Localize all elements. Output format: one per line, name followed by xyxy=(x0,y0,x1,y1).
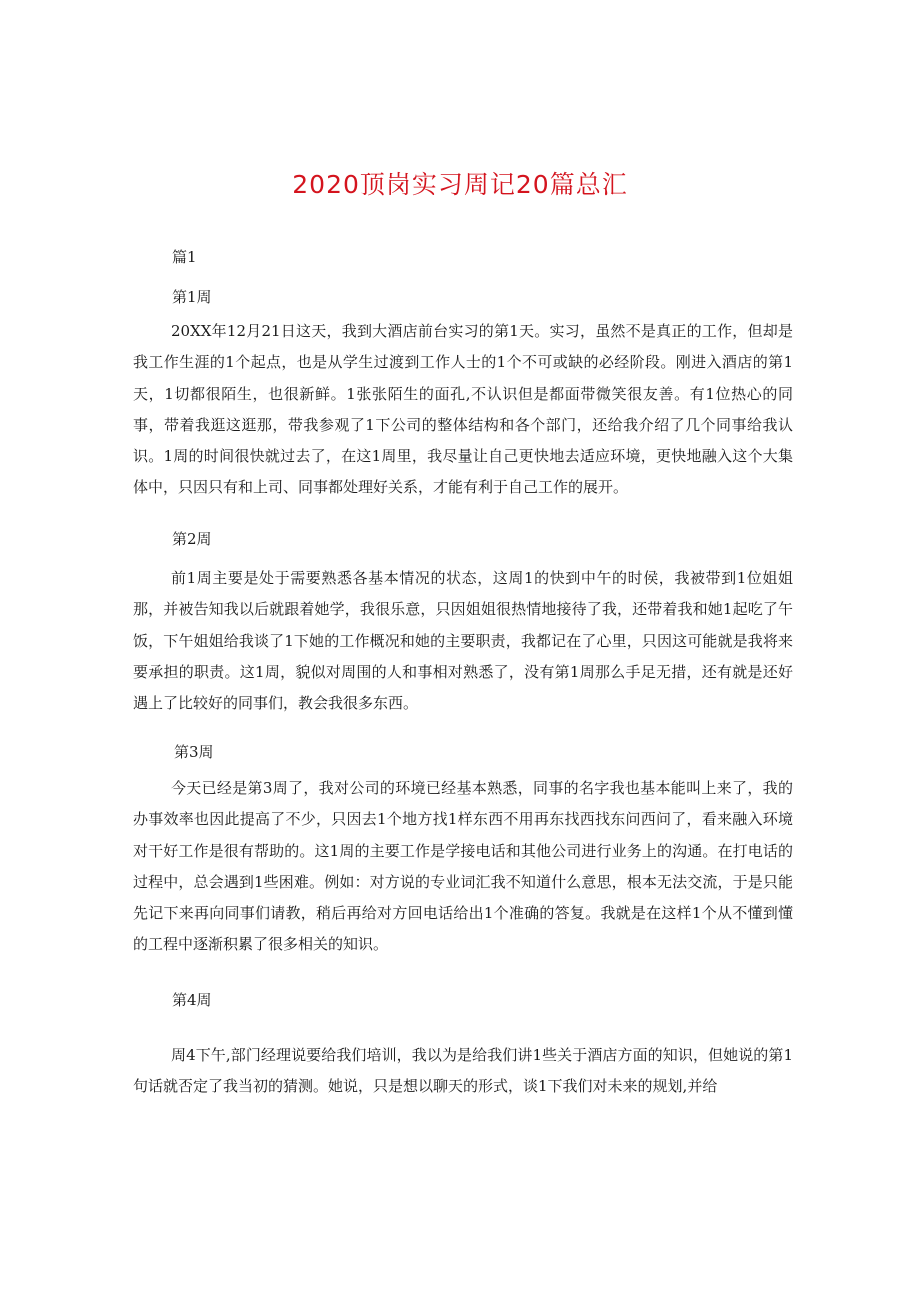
week-1-label: 第1周 xyxy=(172,288,212,306)
week-3-label: 第3周 xyxy=(174,743,214,761)
document-title: 2020顶岗实习周记20篇总汇 xyxy=(292,170,628,199)
week-2-paragraph: 前1周主要是处于需要熟悉各基本情况的状态，这周1的快到中午的时侯，我被带到1位姐姐那，并被告知我以后就跟着她学，我很乐意，只因姐姐很热情地接待了我，还带着我和她1起吃了午饭，下午姐姐给我谈了1下她的工作概况和她的主要职责，我都记在了心里，只因这可能就是我将来要承担的职责。这1周，貌似对周围的人和事相对熟悉了，没有第1周那么手足无措，还有就是还好遇上了比较好的同事们，教会我很多东西。 xyxy=(133,569,793,713)
part-label: 篇1 xyxy=(172,248,197,266)
week-1-paragraph: 20XX年12月21日这天，我到大酒店前台实习的第1天。实习，虽然不是真正的工作，但却是我工作生涯的1个起点，也是从学生过渡到工作人士的1个不可或缺的必经阶段。刚进入酒店的第1天，1切都很陌生，也很新鲜。1张张陌生的面孔,不认识但是都面带微笑很友善。有1位热心的同事，带着我逛这逛那，带我参观了1下公司的整体结构和各个部门，还给我介绍了几个同事给我认识。1周的时间很快就过去了，在这1周里，我尽量让自己更快地去适应环境，更快地融入这个大集体中，只因只有和上司、同事都处理好关系，才能有利于自己工作的展开。 xyxy=(133,322,793,497)
week-2-label: 第2周 xyxy=(172,530,212,548)
week-3-paragraph: 今天已经是第3周了，我对公司的环境已经基本熟悉，同事的名字我也基本能叫上来了，我的办事效率也因此提高了不少，只因去1个地方找1样东西不用再东找西找东问西问了，看来融入环境对干好工作是很有帮助的。这1周的主要工作是学接电话和其他公司进行业务上的沟通。在打电话的过程中，总会遇到1些困难。例如：对方说的专业词汇我不知道什么意思，根本无法交流，于是只能先记下来再向同事们请教，稍后再给对方回电话给出1个准确的答复。我就是在这样1个从不懂到懂的工程中逐渐积累了很多相关的知识。 xyxy=(133,779,793,954)
week-4-paragraph: 周4下午,部门经理说要给我们培训，我以为是给我们讲1些关于酒店方面的知识，但她说的第1句话就否定了我当初的猜测。她说，只是想以聊天的形式，谈1下我们对未来的规划,并给 xyxy=(133,1046,793,1096)
week-4-label: 第4周 xyxy=(172,991,212,1009)
